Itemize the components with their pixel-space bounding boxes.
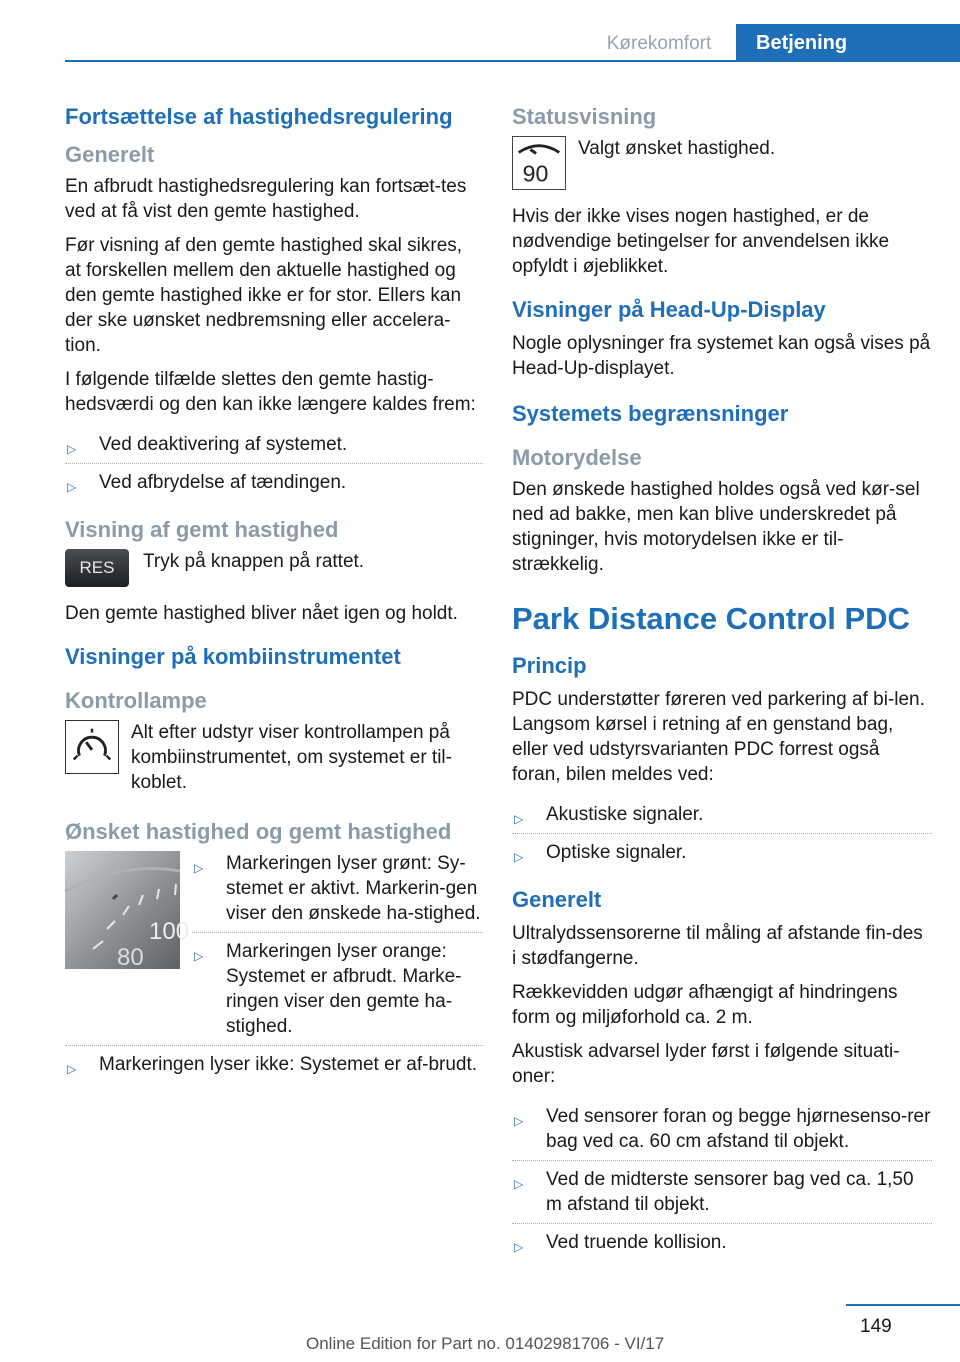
bullet-list-pdc — [512, 796, 932, 871]
list-item-text: Optiske signaler. — [546, 842, 687, 863]
subheading-motorydelse: Motorydelse — [512, 445, 642, 470]
heading-pdc: Park Distance Control PDC — [512, 601, 910, 636]
list-item — [512, 1161, 932, 1224]
status-text: Valgt ønsket hastighed. — [578, 138, 776, 159]
list-item — [65, 426, 483, 464]
res-instruction-text: Tryk på knappen på rattet. — [143, 551, 365, 572]
triangle-bullet-icon: ▷ — [67, 480, 77, 494]
paragraph-1: En afbrudt hastighedsregulering kan fortsæt-tes ved at få vist den gemte hastighed. — [65, 176, 467, 222]
subheading-statusvisning: Statusvisning — [512, 104, 657, 129]
paragraph-status: Hvis der ikke vises nogen hastighed, er de nødvendige betingelser for anvendelsen ikke opfyldt i øjeblikket. — [512, 206, 890, 277]
list-item-text: Ved de midterste sensorer bag ved ca. 1,50 m afstand til objekt. — [546, 1169, 914, 1215]
bullet-list-3 — [65, 1045, 483, 1083]
paragraph-hud: Nogle oplysninger fra systemet kan også vises på Head-Up-displayet. — [512, 333, 931, 379]
list-item-text: Ved afbrydelse af tændingen. — [99, 472, 347, 493]
list-item-text: Markeringen lyser grønt: Sy-stemet er aktivt. Markerin-gen viser den ønskede ha-stighed. — [226, 853, 481, 924]
speedometer-gauge-image — [65, 851, 190, 971]
list-item — [512, 834, 932, 871]
paragraph-g3: Akustisk advarsel lyder først i følgende situati-oner: — [512, 1041, 900, 1087]
list-item — [512, 1224, 932, 1261]
desired-speed-icon — [512, 136, 566, 190]
header-section-tab: Kørekomfort — [606, 33, 712, 54]
paragraph-princip: PDC understøtter føreren ved parkering af bi-len. Langsom kørsel i retning af en genstand bag, eller ved udstyrsvarianten PDC forrest også foran, bilen meldes ved: — [512, 689, 925, 785]
list-item — [512, 1098, 932, 1161]
paragraph-g1: Ultralydssensorerne til måling af afstande fin-des i stødfangerne. — [512, 923, 923, 969]
triangle-bullet-icon: ▷ — [514, 1240, 524, 1254]
right-column — [512, 102, 932, 1261]
heading-hud: Visninger på Head-Up-Display — [512, 297, 826, 322]
header-rule — [65, 60, 960, 62]
edition-footer: Online Edition for Part no. 01402981706 - VI/17 — [306, 1334, 665, 1353]
bullet-list-situations — [512, 1098, 932, 1261]
subheading-princip: Princip — [512, 653, 587, 678]
list-item — [192, 851, 483, 933]
list-item — [192, 933, 483, 1045]
footer-rule — [846, 1304, 960, 1306]
heading-begraensninger: Systemets begrænsninger — [512, 401, 789, 426]
list-item-text: Ved truende kollision. — [546, 1232, 727, 1253]
status-row — [512, 136, 932, 190]
list-item-text: Markeringen lyser ikke: Systemet er af-brudt. — [99, 1054, 478, 1075]
triangle-bullet-icon: ▷ — [67, 1062, 77, 1076]
list-item-text: Akustiske signaler. — [546, 804, 704, 825]
page-number: 149 — [860, 1316, 892, 1337]
list-item — [512, 796, 932, 834]
list-item — [65, 464, 483, 501]
gauge-row — [65, 851, 483, 1045]
res-button-icon: RES — [65, 549, 129, 587]
heading-fortsaettelse: Fortsættelse af hastighedsregulering — [65, 104, 453, 129]
paragraph-3: I følgende tilfælde slettes den gemte hastig-hedsværdi og den kan ikke længere kaldes frem: — [65, 369, 476, 415]
heading-kombi: Visninger på kombiinstrumentet — [65, 644, 401, 669]
res-instruction — [65, 549, 483, 587]
subheading-onsket: Ønsket hastighed og gemt hastighed — [65, 819, 452, 844]
list-item — [65, 1046, 483, 1083]
triangle-bullet-icon: ▷ — [67, 442, 77, 456]
list-item-text: Ved deaktivering af systemet. — [99, 434, 348, 455]
subheading-visning: Visning af gemt hastighed — [65, 517, 339, 542]
triangle-bullet-icon: ▷ — [514, 850, 524, 864]
bullet-list-1 — [65, 426, 483, 501]
list-item-text: Ved sensorer foran og begge hjørnesenso-rer bag ved ca. 60 cm afstand til objekt. — [546, 1106, 931, 1152]
paragraph-res: Den gemte hastighed bliver nået igen og holdt. — [65, 603, 458, 624]
list-item-text: Markeringen lyser orange: Systemet er afbrudt. Marke-ringen viser den gemte ha-stighed. — [226, 941, 462, 1037]
bullet-list-2 — [192, 851, 483, 1045]
triangle-bullet-icon: ▷ — [514, 812, 524, 826]
paragraph-g2: Rækkevidden udgør afhængigt af hindringens form og miljøforhold ca. 2 m. — [512, 982, 898, 1028]
speed-value: 90 — [522, 160, 549, 187]
triangle-bullet-icon: ▷ — [194, 861, 204, 875]
kontrollampe-row — [65, 720, 483, 795]
subheading-kontrollampe: Kontrollampe — [65, 688, 207, 713]
header-chapter-tab: Betjening — [736, 24, 960, 62]
subheading-generelt: Generelt — [65, 142, 155, 167]
triangle-bullet-icon: ▷ — [194, 949, 204, 963]
gauge-label: 100 — [149, 918, 190, 945]
gauge-label: 80 — [117, 944, 144, 971]
speedometer-lamp-icon — [65, 720, 119, 774]
triangle-bullet-icon: ▷ — [514, 1114, 524, 1128]
paragraph-2: Før visning af den gemte hastighed skal sikres, at forskellen mellem den aktuelle hastighed og den gemte hastighed ikke er for stor. Ellers kan der ske uønsket nedbremsning eller accelera-tion. — [65, 235, 463, 356]
subheading-generelt-pdc: Generelt — [512, 887, 602, 912]
left-column — [65, 102, 483, 1083]
paragraph-motor: Den ønskede hastighed holdes også ved kør-sel ned ad bakke, men kan blive underskredet på stigninger, hvis motorydelsen ikke er til-strækkelig. — [512, 479, 920, 575]
kontrollampe-text: Alt efter udstyr viser kontrollampen på kombiinstrumentet, om systemet er til-koblet. — [131, 722, 452, 793]
triangle-bullet-icon: ▷ — [514, 1177, 524, 1191]
